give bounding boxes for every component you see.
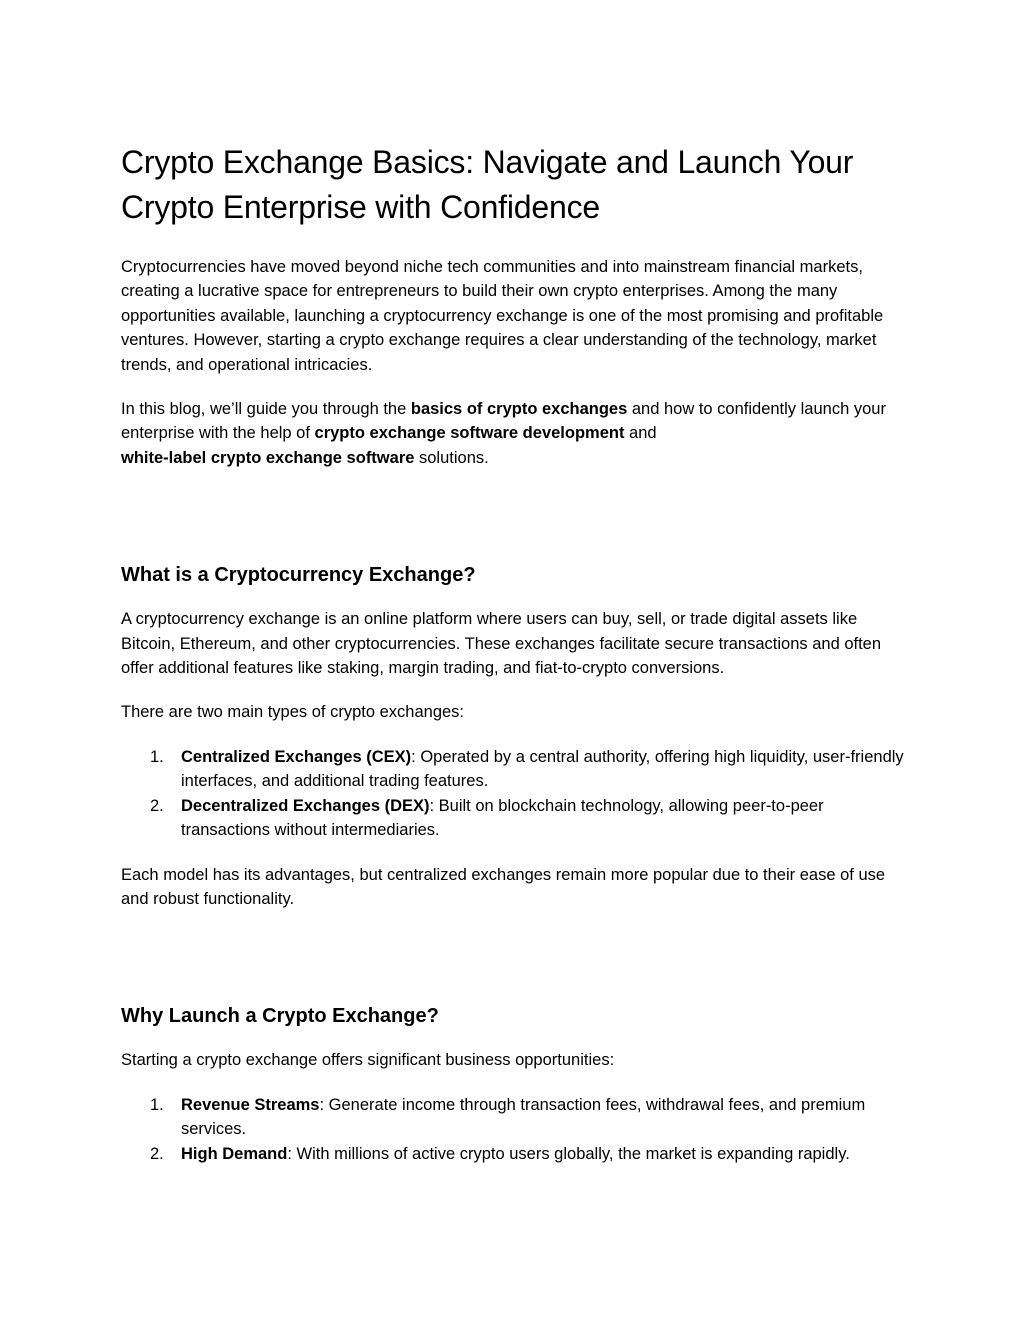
list-number: 1. [150, 1095, 164, 1114]
list-number: 2. [150, 796, 164, 815]
intro-paragraph-1: Cryptocurrencies have moved beyond niche tech communities and into mainstream financial markets, creating a lucrative space for entrepreneurs to build their own crypto enterprises. Among the many opportunities available, launching a cryptocurrency exchange is one of the most promising and profitable ventures. However, starting a crypto exchange requires a clear understanding of the technology, market trends, and operational intricacies. [121, 258, 884, 374]
section-spacer [121, 931, 911, 1002]
intro-text-3: and [624, 424, 657, 443]
section1-paragraph-3: Each model has its advantages, but centralized exchanges remain more popular due to their ease of use and robust functionality. [121, 865, 886, 908]
intro-text-4: solutions. [414, 448, 489, 467]
intro-bold-white-label: white-label crypto exchange software [121, 448, 415, 467]
list-item-text: : With millions of active crypto users globally, the market is expanding rapidly. [287, 1144, 850, 1163]
exchange-types-list [121, 745, 911, 843]
section1-paragraph-1: A cryptocurrency exchange is an online platform where users can buy, sell, or trade digital assets like Bitcoin, Ethereum, and other cryptocurrencies. These exchanges facilitate secure transactions and often offer additional features like staking, margin trading, and fiat-to-crypto conversions. [121, 610, 882, 678]
section-spacer [121, 490, 911, 561]
list-item [150, 1142, 911, 1166]
intro-text-2: and how to confidently launch your enterprise with the help of [121, 400, 886, 443]
section-heading-what-is: What is a Cryptocurrency Exchange? [121, 564, 476, 587]
list-item-text: : Generate income through transaction fees, withdrawal fees, and premium services. [181, 1095, 866, 1139]
document-title: Crypto Exchange Basics: Navigate and Launch Your Crypto Enterprise with Confidence [121, 144, 854, 225]
list-item [150, 745, 911, 794]
section1-paragraph-2: There are two main types of crypto exchanges: [121, 703, 465, 722]
intro-paragraph-2 [121, 397, 911, 470]
document-page [121, 140, 911, 1186]
list-item-bold: Decentralized Exchanges (DEX) [181, 796, 430, 815]
intro-bold-basics: basics of crypto exchanges [410, 400, 628, 419]
benefits-list [121, 1093, 911, 1166]
list-item [150, 794, 911, 843]
list-item-bold: Revenue Streams [181, 1095, 320, 1114]
intro-text-1: In this blog, we’ll guide you through the [121, 400, 411, 419]
list-number: 2. [150, 1144, 164, 1163]
list-item-text: : Operated by a central authority, offering high liquidity, user-friendly interfaces, and additional trading features. [181, 747, 904, 791]
list-item-text: : Built on blockchain technology, allowing peer-to-peer transactions without intermediaries. [181, 796, 824, 840]
list-item-bold: Centralized Exchanges (CEX) [181, 747, 412, 766]
section-heading-why-launch: Why Launch a Crypto Exchange? [121, 1005, 439, 1028]
list-item-bold: High Demand [181, 1144, 288, 1163]
list-number: 1. [150, 747, 164, 766]
section2-paragraph-1: Starting a crypto exchange offers significant business opportunities: [121, 1051, 615, 1070]
list-item [150, 1093, 911, 1142]
intro-bold-software-development: crypto exchange software development [314, 424, 625, 443]
